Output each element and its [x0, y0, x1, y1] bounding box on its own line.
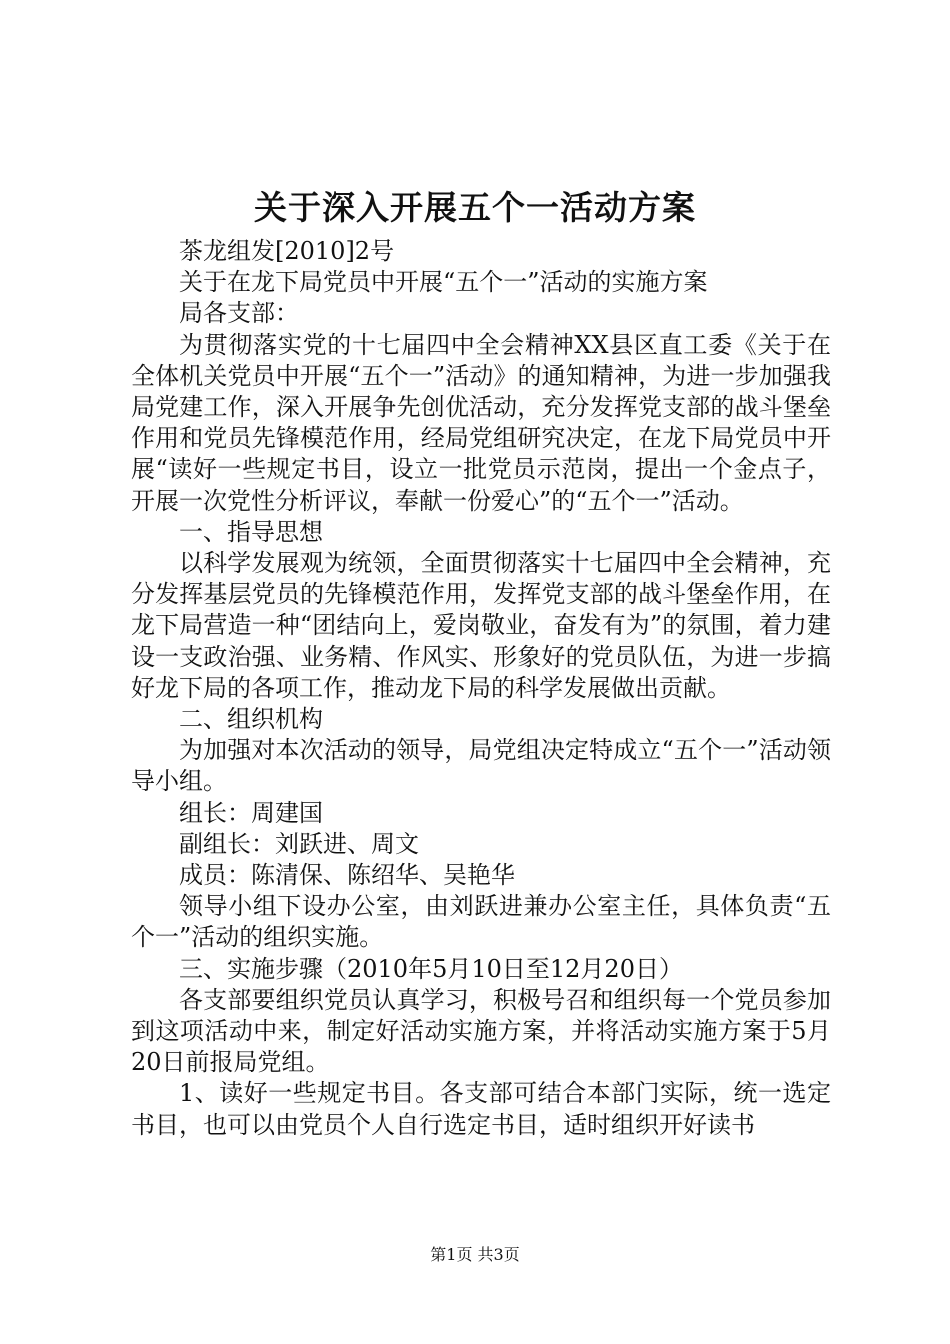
- step-1-paragraph: 1、读好一些规定书目。各支部可结合本部门实际，统一选定书目，也可以由党员个人自行选定书目，适时组织开好读书: [131, 1079, 831, 1139]
- deputy-leaders: 副组长：刘跃进、周文: [179, 829, 419, 858]
- guiding-thought-paragraph: 以科学发展观为统领，全面贯彻落实十七届四中全会精神，充分发挥基层党员的先锋模范作用，发挥党支部的战斗堡垒作用，在龙下局营造一种“团结向上，爱岗敬业，奋发有为”的氛围，着力建设一支政治强、业务精、作风实、形象好的党员队伍，为进一步搞好龙下局的各项工作，推动龙下局的科学发展做出贡献。: [131, 549, 831, 702]
- intro-paragraph: 为贯彻落实党的十七届四中全会精神XX县区直工委《关于在全体机关党员中开展“五个一”活动》的通知精神，为进一步加强我局党建工作，深入开展争先创优活动，充分发挥党支部的战斗堡垒作用和党员先锋模范作用，经局党组研究决定，在龙下局党员中开展“读好一些规定书目，设立一批党员示范岗，提出一个金点子，开展一次党性分析评议，奉献一份爱心”的“五个一”活动。: [131, 330, 831, 515]
- document-title: 关于深入开展五个一活动方案: [254, 188, 696, 227]
- section-heading-steps: 三、实施步骤（2010年5月10日至12月20日）: [179, 954, 683, 983]
- steps-paragraph: 各支部要组织党员认真学习，积极号召和组织每一个党员参加到这项活动中来，制定好活动实施方案，并将活动实施方案于5月20日前报局党组。: [131, 985, 831, 1077]
- salutation: 局各支部：: [179, 299, 299, 328]
- page-footer: 第1页 共3页: [430, 1245, 520, 1264]
- document-body: [131, 236, 831, 1141]
- section-heading-organization: 二、组织机构: [179, 705, 323, 734]
- doc-subtitle: 关于在龙下局党员中开展“五个一”活动的实施方案: [179, 268, 708, 297]
- group-leader: 组长：周建国: [179, 798, 323, 827]
- group-members: 成员：陈清保、陈绍华、吴艳华: [179, 861, 515, 890]
- doc-number: 茶龙组发[2010]2号: [179, 237, 395, 265]
- organization-paragraph: 为加强对本次活动的领导，局党组决定特成立“五个一”活动领导小组。: [131, 736, 831, 796]
- section-heading-guiding-thought: 一、指导思想: [179, 517, 323, 546]
- office-paragraph: 领导小组下设办公室，由刘跃进兼办公室主任，具体负责“五个一”活动的组织实施。: [131, 892, 831, 952]
